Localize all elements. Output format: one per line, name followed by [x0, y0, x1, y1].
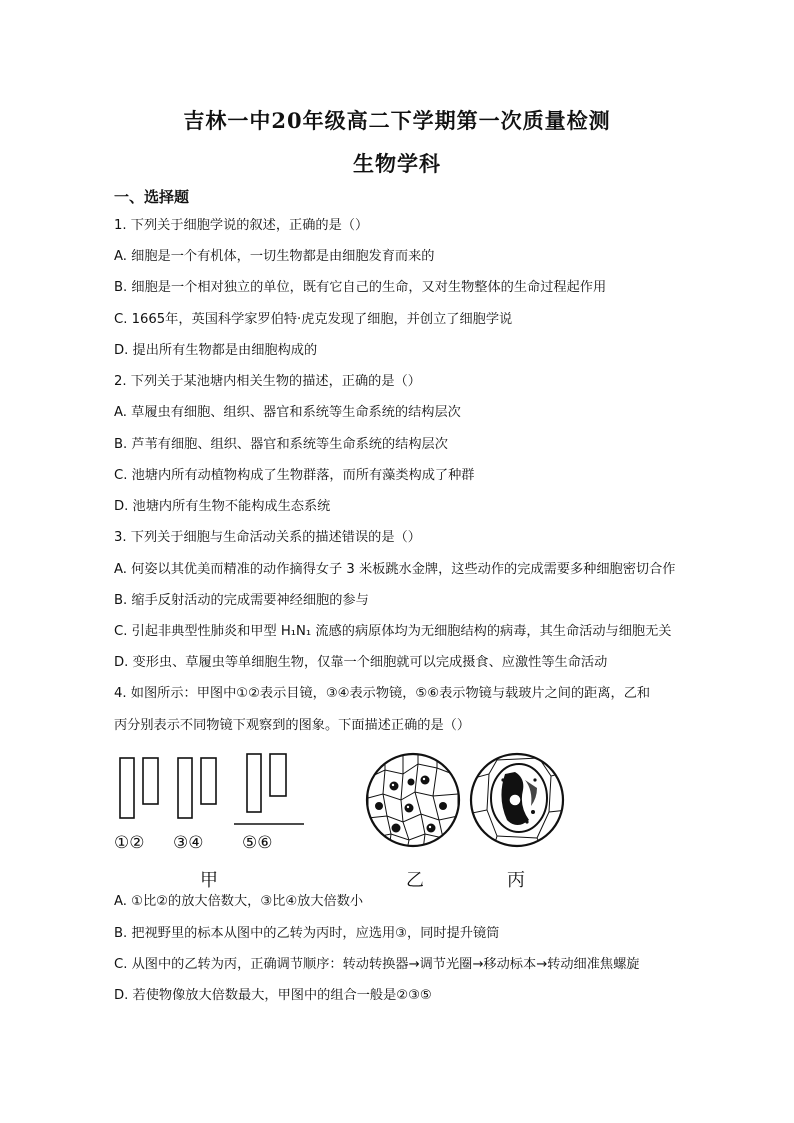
question-4-option-a: A. ①比②的放大倍数大，③比④放大倍数小	[114, 894, 364, 909]
question-1-option-a: A. 细胞是一个有机体，一切生物都是由细胞发育而来的	[114, 249, 435, 264]
question-4-option-b: B. 把视野里的标本从图中的乙转为丙时，应选用③，同时提升镜筒	[114, 926, 500, 941]
question-1-stem: 1. 下列关于细胞学说的叙述，正确的是（）	[114, 218, 369, 233]
page-title: 吉林一中20年级高二下学期第一次质量检测	[183, 108, 611, 133]
question-3-option-a: A. 何姿以其优美而精准的动作摘得女子 3 米板跳水金牌，这些动作的完成需要多种细胞密切合作	[114, 562, 676, 577]
question-2-option-a: A. 草履虫有细胞、组织、器官和系统等生命系统的结构层次	[114, 405, 461, 420]
lens-labels-5-6: ⑤⑥	[242, 833, 273, 853]
section-heading: 一、选择题	[114, 188, 190, 206]
page-subtitle: 生物学科	[353, 151, 441, 176]
lens-5	[247, 754, 261, 812]
question-4-stem-line-2: 丙分别表示不同物镜下观察到的图象。下面描述正确的是（）	[114, 718, 471, 733]
lens-labels-3-4: ③④	[173, 833, 204, 853]
question-2-option-b: B. 芦苇有细胞、组织、器官和系统等生命系统的结构层次	[114, 437, 448, 452]
lens-1	[120, 758, 134, 818]
caption-jia: 甲	[200, 870, 218, 891]
question-4-option-d: D. 若使物像放大倍数最大，甲图中的组合一般是②③⑤	[114, 988, 432, 1003]
caption-yi: 乙	[406, 870, 424, 891]
lens-labels-1-2: ①②	[114, 833, 145, 853]
caption-bing: 丙	[507, 870, 525, 891]
question-4-stem-line-1: 4. 如图所示：甲图中①②表示目镜，③④表示物镜，⑤⑥表示物镜与载玻片之间的距离，乙和	[114, 686, 651, 701]
lens-4	[201, 758, 216, 804]
figure-bing-cell	[467, 750, 567, 850]
lens-2	[143, 758, 158, 804]
question-2-stem: 2. 下列关于某池塘内相关生物的描述，正确的是（）	[114, 374, 421, 389]
question-2-option-d: D. 池塘内所有生物不能构成生态系统	[114, 499, 331, 514]
question-1-option-d: D. 提出所有生物都是由细胞构成的	[114, 343, 318, 358]
figure-jia-lenses	[110, 750, 310, 830]
question-1-option-b: B. 细胞是一个相对独立的单位，既有它自己的生命，又对生物整体的生命过程起作用	[114, 280, 607, 295]
question-3-stem: 3. 下列关于细胞与生命活动关系的描述错误的是（）	[114, 530, 421, 545]
lens-3	[178, 758, 192, 818]
question-4-option-c: C. 从图中的乙转为丙，正确调节顺序：转动转换器→调节光圈→移动标本→转动细准焦螺旋	[114, 957, 640, 972]
question-2-option-c: C. 池塘内所有动植物构成了生物群落，而所有藻类构成了种群	[114, 468, 475, 483]
question-3-option-b: B. 缩手反射活动的完成需要神经细胞的参与	[114, 593, 369, 608]
figure-yi-cells	[363, 750, 463, 850]
lens-6	[270, 754, 286, 796]
question-3-option-d: D. 变形虫、草履虫等单细胞生物，仅靠一个细胞就可以完成摄食、应激性等生命活动	[114, 655, 608, 670]
question-3-option-c: C. 引起非典型性肺炎和甲型 H₁N₁ 流感的病原体均为无细胞结构的病毒，其生命活动与细胞无关	[114, 624, 672, 639]
question-1-option-c: C. 1665年，英国科学家罗伯特·虎克发现了细胞，并创立了细胞学说	[114, 312, 513, 327]
